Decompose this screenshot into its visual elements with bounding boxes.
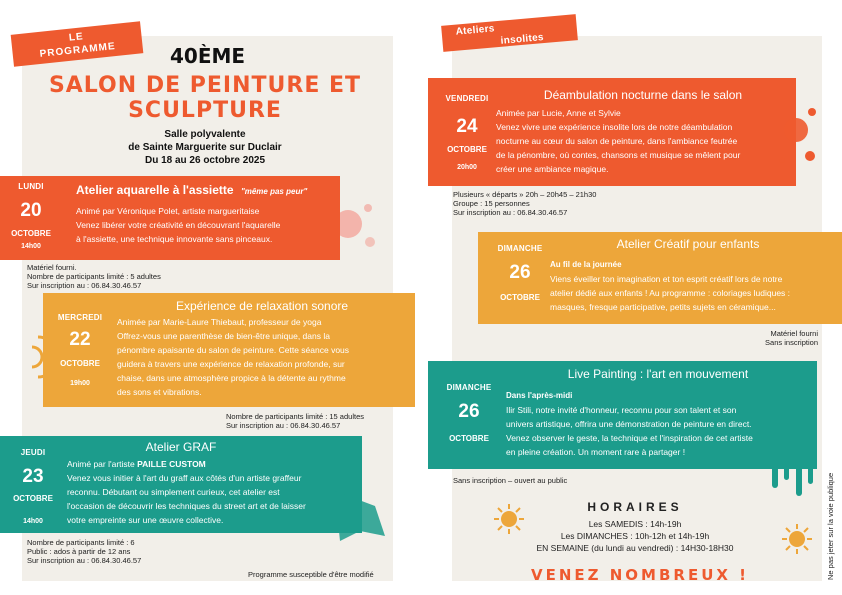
card-date-number: 24	[456, 116, 478, 137]
salon-title-line2: SCULPTURE	[128, 98, 282, 123]
card-subtitle: Au fil de la journée	[550, 260, 622, 269]
venue-line2: de Sainte Marguerite sur Duclair	[128, 142, 282, 153]
card-month: OCTOBRE	[11, 229, 51, 238]
card-month: OCTOBRE	[13, 494, 53, 503]
card-line: atelier dédié aux enfants ! Au programme : coloriages ludiques :	[550, 288, 791, 298]
rcard2-notes	[700, 329, 818, 347]
card-date-number: 22	[69, 329, 91, 350]
note-line: Nombre de participants limité : 6	[27, 538, 135, 547]
note-line: Sur inscription au : 06.84.30.46.57	[226, 421, 341, 430]
card-line: Animée par Lucie, Anne et Sylvie	[496, 108, 621, 118]
note-line: Nombre de participants limité : 5 adultes	[27, 272, 161, 281]
card-day: JEUDI	[20, 448, 46, 457]
event-card-mercredi	[43, 293, 415, 407]
note-line: Matériel fourni	[770, 329, 818, 338]
card-line: en pleine création. Un moment rare à partager !	[506, 447, 686, 457]
card-line: Venez libérer votre créativité en découvrant l'aquarelle	[76, 220, 281, 230]
card-body	[496, 106, 794, 176]
note-line: Public : ados à partir de 12 ans	[27, 547, 131, 556]
card3-notes	[27, 538, 141, 565]
salon-title-line1: SALON DE PEINTURE ET	[48, 73, 362, 98]
note-line: Sans inscription	[765, 338, 818, 347]
note-line: Plusieurs « départs » 20h – 20h45 – 21h30	[453, 190, 597, 199]
card-body	[76, 204, 336, 246]
card-body	[506, 403, 806, 459]
note-line: Sur inscription au : 06.84.30.46.57	[27, 556, 142, 565]
card-date-number: 20	[20, 200, 42, 221]
card-body	[117, 315, 409, 399]
event-card-dimanche-live	[428, 361, 817, 469]
ateliers-tag-line2: insolites	[500, 32, 545, 47]
card1-notes	[27, 263, 161, 290]
horaires-line: Les DIMANCHES : 10h-12h et 14h-19h	[560, 531, 710, 541]
horaires-line: EN SEMAINE (du lundi au vendredi) : 14H30-18H30	[536, 543, 734, 553]
card-body	[67, 457, 359, 527]
card-subtitle: Dans l'après-midi	[506, 391, 573, 400]
event-card-jeudi	[0, 436, 362, 533]
rcard3-notes: Sans inscription – ouvert au public	[453, 476, 568, 485]
card-title: Déambulation nocturne dans le salon	[543, 88, 743, 102]
card-month: OCTOBRE	[500, 293, 540, 302]
card-line: des sons et vibrations.	[117, 387, 202, 397]
card-line: chaise, dans une atmosphère propice à la détente au rythme	[117, 373, 346, 383]
card-date-number: 26	[458, 401, 480, 422]
card-date-number: 23	[22, 466, 44, 487]
ateliers-tag-line1: Ateliers	[455, 23, 496, 38]
vertical-disclaimer: Ne pas jeter sur la voie publique	[826, 472, 835, 580]
card-line: à l'assiette, une technique innovante sans pinceaux.	[76, 234, 273, 244]
card-line: Offrez-vous une parenthèse de bien-être unique, dans la	[117, 331, 330, 341]
event-dates: Du 18 au 26 octobre 2025	[144, 155, 266, 166]
programme-disclaimer: Programme susceptible d'être modifié	[248, 570, 374, 579]
paint-drip-decoration	[770, 466, 820, 511]
horaires-title: HORAIRES	[587, 500, 683, 514]
card-line: Venez vivre une expérience insolite lors de notre déambulation	[496, 122, 733, 132]
rcard1-notes	[453, 190, 596, 217]
card-line: Ilir Stili, notre invité d'honneur, reconnu pour son talent et son	[506, 405, 737, 415]
event-card-lundi	[0, 176, 340, 260]
horaires-list	[510, 518, 760, 554]
card-line: votre empreinte sur une œuvre collective.	[67, 515, 224, 525]
card-line: nocturne au cœur du salon de peinture, dans l'ambiance feutrée	[496, 136, 738, 146]
card-month: OCTOBRE	[449, 434, 489, 443]
programme-tag-line1: LE	[68, 31, 85, 44]
card-line: Animé par Véronique Polet, artiste margueritaise	[76, 206, 260, 216]
card-title: Expérience de relaxation sonore	[175, 299, 349, 313]
edition-title: 40ÈME	[170, 44, 246, 68]
card-line: guidera à travers une expérience de relaxation profonde, sur	[117, 359, 345, 369]
note-line: Sur inscription au : 06.84.30.46.57	[27, 281, 142, 290]
card-title-quote: "même pas peur"	[240, 187, 308, 196]
card-title: Atelier Créatif pour enfants	[616, 237, 760, 251]
event-card-vendredi	[428, 78, 796, 186]
card-day: DIMANCHE	[497, 244, 543, 253]
card-title: Live Painting : l'art en mouvement	[567, 367, 749, 381]
card-month: OCTOBRE	[60, 359, 100, 368]
card-line-artist	[67, 457, 359, 471]
card-title: Atelier aquarelle à l'assiette	[76, 183, 234, 197]
card-line: pénombre apaisante du salon de peinture. Cette séance vous	[117, 345, 350, 355]
card-line: Animée par Marie-Laure Thiebaut, professeur de yoga	[117, 317, 322, 327]
card-day: VENDREDI	[445, 94, 489, 103]
card-hour: 20h00	[457, 164, 477, 171]
card-line: créer une ambiance magique.	[496, 164, 609, 174]
programme-tag-line2: PROGRAMME	[39, 41, 117, 60]
sun-decoration-right	[782, 524, 812, 559]
artist-name: PAILLE CUSTOM	[137, 459, 206, 469]
note-line: Matériel fourni.	[27, 263, 77, 272]
card-title-row	[76, 183, 307, 197]
card-line: Venez observer le geste, la technique et l'inspiration de cet artiste	[506, 433, 753, 443]
card-line: de la pénombre, où contes, chansons et musique se mêlent pour	[496, 150, 741, 160]
card-line: reconnu. Débutant ou simplement curieux, cet atelier est	[67, 487, 280, 497]
card-line: univers artistique, offrira une démonstration de peinture en direct.	[506, 419, 752, 429]
card-hour: 14h00	[23, 518, 43, 525]
card-day: MERCREDI	[57, 313, 103, 322]
card-line: l'occasion de découvrir les techniques du street art et de laisser	[67, 501, 306, 511]
note-line: Sur inscription au : 06.84.30.46.57	[453, 208, 568, 217]
venez-nombreux: VENEZ NOMBREUX !	[530, 566, 750, 584]
card-hour: 19h00	[70, 380, 90, 387]
card-line: Viens éveiller ton imagination et ton esprit créatif lors de notre	[550, 274, 783, 284]
paint-splatter-decoration	[776, 100, 820, 175]
card-hour: 14h00	[21, 243, 41, 250]
card2-notes	[226, 412, 364, 430]
card-title: Atelier GRAF	[145, 440, 217, 454]
event-card-dimanche-enfants	[478, 232, 842, 324]
card-day: DIMANCHE	[446, 383, 492, 392]
card-date-number: 26	[509, 262, 531, 283]
note-line: Nombre de participants limité : 15 adultes	[226, 412, 364, 421]
horaires-line: Les SAMEDIS : 14h-19h	[588, 519, 682, 529]
card-body	[550, 272, 840, 314]
artist-prefix: Animé par l'artiste	[67, 459, 138, 469]
card-day: LUNDI	[18, 182, 44, 191]
card-line: Venez vous initier à l'art du graff aux côtés d'un artiste graffeur	[67, 473, 302, 483]
card-line: masques, fresque participative, petits sujets en céramique...	[550, 302, 776, 312]
note-line: Groupe : 15 personnes	[453, 199, 530, 208]
graffiti-stroke-decoration	[330, 486, 390, 551]
card-month: OCTOBRE	[447, 145, 487, 154]
venue-line1: Salle polyvalente	[164, 129, 246, 140]
